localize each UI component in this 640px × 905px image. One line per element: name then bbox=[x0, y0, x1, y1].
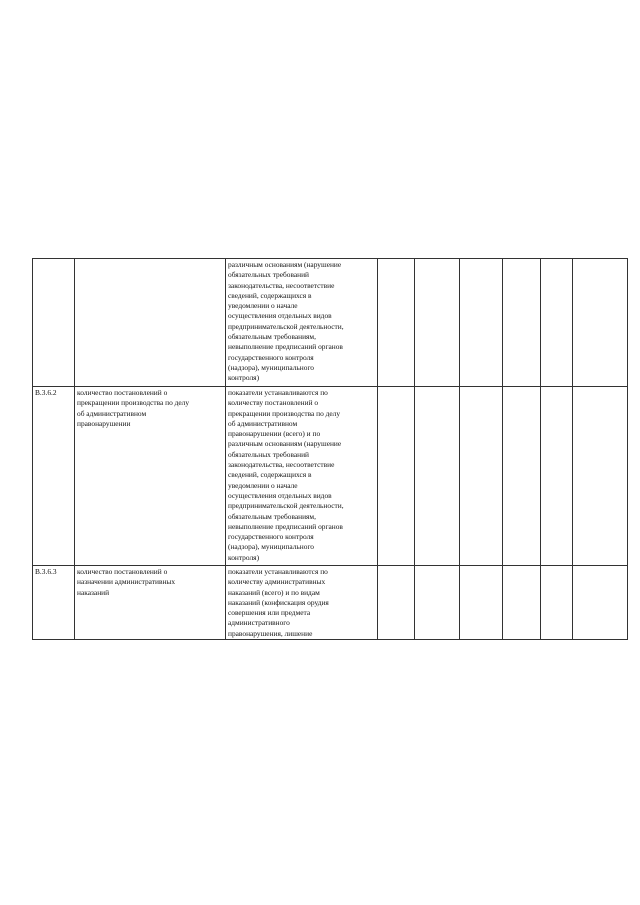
code-cell bbox=[33, 259, 75, 387]
empty-cell bbox=[415, 259, 460, 387]
empty-cell bbox=[378, 387, 415, 566]
description-cell: показатели устанавливаются по количеству постановлений о прекращении производства по делу об административном правонарушении (всего) и по различным основаниям (нарушение обязательных требований законодательства, несоответствие сведений, содержащихся в уведомлении о начале осуществления отдельных видов предпринимательской деятельности, обязательным требованиям, невыполнение предписаний органов государственного контроля (надзора), муниципального контроля) bbox=[226, 387, 378, 566]
table-row bbox=[33, 566, 628, 640]
table-row bbox=[33, 259, 628, 387]
empty-cell bbox=[573, 387, 628, 566]
empty-cell bbox=[573, 566, 628, 640]
empty-cell bbox=[503, 259, 541, 387]
empty-cell bbox=[503, 387, 541, 566]
name-cell bbox=[75, 259, 226, 387]
empty-cell bbox=[378, 259, 415, 387]
description-cell: показатели устанавливаются по количеству административных наказаний (всего) и по видам наказаний (конфискация орудия совершения или предмета административного правонарушения, лишение bbox=[226, 566, 378, 640]
empty-cell bbox=[541, 566, 573, 640]
name-cell: количество постановлений о прекращении производства по делу об административном правонарушении bbox=[75, 387, 226, 566]
empty-cell bbox=[460, 566, 503, 640]
description-cell: различным основаниям (нарушение обязательных требований законодательства, несоответствие сведений, содержащихся в уведомлении о начале осуществления отдельных видов предпринимательской деятельности, обязательным требованиям, невыполнение предписаний органов государственного контроля (надзора), муниципального контроля) bbox=[226, 259, 378, 387]
empty-cell bbox=[503, 566, 541, 640]
empty-cell bbox=[415, 566, 460, 640]
empty-cell bbox=[541, 259, 573, 387]
empty-cell bbox=[378, 566, 415, 640]
code-cell: В.3.6.2 bbox=[33, 387, 75, 566]
code-cell: В.3.6.3 bbox=[33, 566, 75, 640]
indicators-table bbox=[32, 258, 628, 640]
empty-cell bbox=[460, 259, 503, 387]
empty-cell bbox=[573, 259, 628, 387]
empty-cell bbox=[460, 387, 503, 566]
empty-cell bbox=[415, 387, 460, 566]
empty-cell bbox=[541, 387, 573, 566]
name-cell: количество постановлений о назначении административных наказаний bbox=[75, 566, 226, 640]
table-row bbox=[33, 387, 628, 566]
